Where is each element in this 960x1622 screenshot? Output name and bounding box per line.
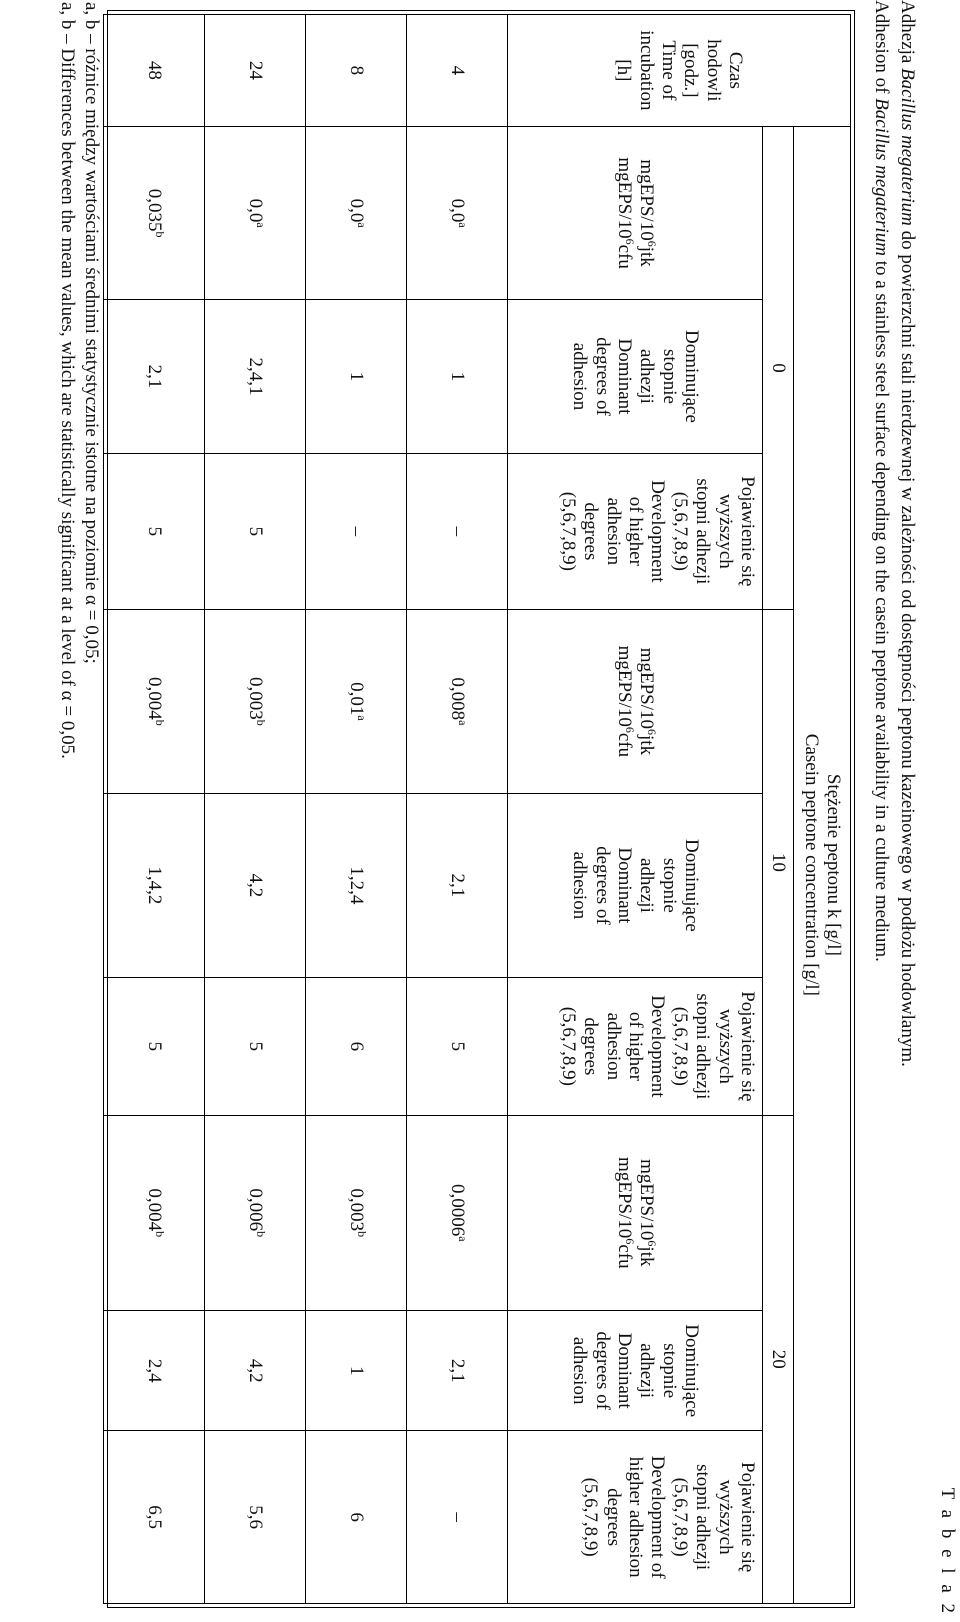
caption-english-suffix: to a stainless steel surface depending on the casein peptone availability in a culture medium. bbox=[871, 255, 892, 962]
cell-higher: – bbox=[407, 453, 508, 610]
significance-mark: a bbox=[254, 222, 269, 228]
cell-higher: 6 bbox=[306, 978, 407, 1115]
significance-mark: a bbox=[355, 715, 370, 721]
caption-polish bbox=[896, 0, 918, 1067]
data-table bbox=[103, 14, 851, 1604]
header-level-20: 20 bbox=[763, 1115, 794, 1603]
significance-mark: b bbox=[254, 1231, 269, 1238]
table-row bbox=[205, 15, 306, 1604]
cell-dominant: 2,4 bbox=[104, 1311, 205, 1431]
header-higher-line: Pojawienie się bbox=[737, 991, 758, 1102]
significance-mark: b bbox=[355, 1231, 370, 1238]
header-time bbox=[508, 15, 851, 127]
cell-meps: 0,0$^a$ bbox=[306, 126, 407, 300]
header-time-line: incubation bbox=[635, 30, 657, 111]
cell-higher: – bbox=[407, 1431, 508, 1604]
header-meps-line: mgEPS/$10^6cfu$ bbox=[614, 1157, 637, 1269]
header-dominant-line: Dominant bbox=[614, 1332, 635, 1409]
header-dominant-line: Dominujące bbox=[681, 330, 703, 423]
cell-meps: 0,01$^a$ bbox=[306, 610, 407, 793]
significance-mark: b bbox=[153, 719, 168, 726]
header-time-line: Time of bbox=[658, 40, 679, 101]
cell-time: 48 bbox=[104, 15, 205, 127]
caption-polish-prefix: Adhezja bbox=[897, 0, 918, 69]
header-higher-line: degrees bbox=[602, 1488, 624, 1547]
cell-meps: 0,0$^a$ bbox=[407, 126, 508, 300]
header-higher-line: wyższych bbox=[714, 493, 736, 569]
header-dominant-line: Dominant bbox=[614, 338, 635, 415]
cell-time: 24 bbox=[205, 15, 306, 127]
header-higher-line: wyższych bbox=[714, 1479, 736, 1555]
header-meps-line: mgEPS/$10^6jtk$ bbox=[636, 159, 660, 267]
caption-english-species: Bacillus megaterium bbox=[871, 98, 892, 256]
table-row bbox=[104, 15, 205, 1604]
header-higher-0 bbox=[508, 453, 763, 610]
table-label: T a b e l a 2 bbox=[937, 1487, 958, 1616]
subheader-row bbox=[508, 15, 763, 1604]
header-higher-line: adhesion bbox=[602, 1012, 624, 1081]
header-dominant-0 bbox=[508, 300, 763, 453]
cell-dominant: 1 bbox=[407, 300, 508, 453]
cell-dominant: 2,1 bbox=[407, 793, 508, 978]
header-meps-line: mgEPS/$10^6jtk$ bbox=[636, 1159, 660, 1267]
header-higher-line: adhesion bbox=[602, 497, 624, 566]
header-dominant-line: adhesion bbox=[569, 851, 591, 920]
cell-meps: 0,035$^b$ bbox=[104, 126, 205, 300]
header-concentration-en: Casein peptone concentration [g/l] bbox=[801, 733, 822, 996]
header-higher-line: Pojawienie się bbox=[737, 1462, 758, 1573]
cell-meps: 0,0006$^a$ bbox=[407, 1115, 508, 1311]
cell-higher: 5 bbox=[104, 453, 205, 610]
header-level-0: 0 bbox=[763, 126, 794, 609]
table-frame bbox=[107, 10, 855, 1608]
cell-meps: 0,004$^b$ bbox=[104, 1115, 205, 1311]
header-higher-20 bbox=[508, 1431, 763, 1604]
caption-polish-suffix: do powierzchni stali nierdzewnej w zależności od dostępności peptonu kazeinowego w podłożu hodowlanym. bbox=[897, 225, 918, 1067]
cell-dominant: 1 bbox=[306, 1311, 407, 1431]
header-time-line: [h] bbox=[613, 59, 635, 82]
header-dominant-10 bbox=[508, 793, 763, 978]
header-meps-line: mgEPS/$10^6cfu$ bbox=[614, 157, 637, 269]
header-dominant-line: degrees of bbox=[591, 337, 613, 416]
header-dominant-line: degrees of bbox=[591, 846, 613, 925]
table-row bbox=[407, 15, 508, 1604]
cell-dominant: 1 bbox=[306, 300, 407, 453]
footnote-english: a, b – Differences between the mean values, which are statistically significant at a level of α = 0,05. bbox=[57, 2, 78, 759]
significance-mark: b bbox=[153, 231, 168, 238]
header-dominant-line: adhesion bbox=[569, 1336, 591, 1405]
cell-higher: 6 bbox=[306, 1431, 407, 1604]
header-time-line: [godz.] bbox=[680, 43, 702, 98]
header-higher-line: wyższych bbox=[714, 1008, 736, 1084]
header-level-10: 10 bbox=[763, 610, 794, 1115]
header-dominant-line: adhesion bbox=[569, 342, 591, 411]
caption-english-prefix: Adhesion of bbox=[871, 0, 892, 99]
header-dominant-line: Dominujące bbox=[681, 839, 703, 932]
header-higher-line: Pojawienie się bbox=[737, 476, 758, 587]
header-dominant-line: stopnie bbox=[658, 857, 680, 913]
header-concentration-pl: Stężenie peptonu k [g/l] bbox=[823, 773, 845, 956]
cell-meps: 0,003$^b$ bbox=[205, 610, 306, 793]
header-higher-line: (5,6,7,8,9) bbox=[557, 491, 579, 571]
header-dominant-line: stopnie bbox=[658, 1343, 680, 1399]
header-higher-line: (5,6,7,8,9) bbox=[669, 1006, 691, 1086]
cell-meps: 0,004$^b$ bbox=[104, 610, 205, 793]
header-concentration bbox=[794, 126, 851, 1603]
caption-english bbox=[870, 0, 892, 962]
cell-meps: 0,0$^a$ bbox=[205, 126, 306, 300]
header-higher-line: stopni adhezji bbox=[692, 993, 714, 1100]
cell-meps: 0,003$^b$ bbox=[306, 1115, 407, 1311]
header-higher-line: (5,6,7,8,9) bbox=[580, 1477, 602, 1557]
header-dominant-line: Dominujące bbox=[681, 1324, 703, 1418]
header-higher-line: Development bbox=[647, 480, 669, 583]
header-dominant-line: adhezji bbox=[636, 349, 658, 404]
significance-mark: a bbox=[456, 1236, 471, 1242]
table-body bbox=[104, 15, 508, 1604]
cell-time: 4 bbox=[407, 15, 508, 127]
cell-higher: 5 bbox=[407, 978, 508, 1115]
cell-meps: 0,008$^a$ bbox=[407, 610, 508, 793]
significance-mark: b bbox=[254, 719, 269, 726]
cell-dominant: 2,4,1 bbox=[205, 300, 306, 453]
significance-mark: a bbox=[456, 720, 471, 726]
header-dominant-20 bbox=[508, 1311, 763, 1431]
header-dominant-line: degrees of bbox=[591, 1331, 613, 1410]
header-higher-line: degrees bbox=[580, 502, 602, 561]
header-higher-line: higher adhesion bbox=[624, 1456, 646, 1578]
cell-meps: 0,006$^b$ bbox=[205, 1115, 306, 1311]
cell-higher: 5 bbox=[104, 978, 205, 1115]
cell-higher: 5 bbox=[205, 453, 306, 610]
header-higher-line: (5,6,7,8,9) bbox=[669, 1477, 691, 1557]
header-higher-line: stopni adhezji bbox=[692, 478, 714, 585]
header-meps-line: mgEPS/$10^6jtk$ bbox=[636, 647, 660, 756]
header-meps-0 bbox=[508, 126, 763, 300]
caption-polish-species: Bacillus megaterium bbox=[897, 68, 918, 226]
significance-mark: a bbox=[456, 222, 471, 228]
header-meps-20 bbox=[508, 1115, 763, 1311]
cell-dominant: 4,2 bbox=[205, 793, 306, 978]
header-time-line: Czas hodowli bbox=[702, 39, 747, 102]
table-row bbox=[306, 15, 407, 1604]
header-higher-line: degrees bbox=[580, 1017, 602, 1076]
significance-mark: b bbox=[153, 1231, 168, 1238]
cell-dominant: 1,2,4 bbox=[306, 793, 407, 978]
header-dominant-line: adhezji bbox=[636, 1343, 658, 1399]
header-higher-10 bbox=[508, 978, 763, 1115]
header-meps-10 bbox=[508, 610, 763, 793]
header-dominant-line: adhezji bbox=[636, 858, 658, 913]
header-meps-line: mgEPS/$10^6cfu$ bbox=[614, 645, 637, 758]
cell-higher: 5,6 bbox=[205, 1431, 306, 1604]
significance-mark: a bbox=[355, 222, 370, 228]
cell-dominant: 2,1 bbox=[407, 1311, 508, 1431]
cell-higher: 6,5 bbox=[104, 1431, 205, 1604]
header-dominant-line: Dominant bbox=[614, 847, 635, 924]
cell-higher: 5 bbox=[205, 978, 306, 1115]
header-higher-line: Development bbox=[647, 995, 669, 1098]
cell-dominant: 2,1 bbox=[104, 300, 205, 453]
header-dominant-line: stopnie bbox=[658, 349, 680, 404]
header-higher-line: (5,6,7,8,9) bbox=[557, 1006, 579, 1086]
header-higher-line: (5,6,7,8,9) bbox=[669, 491, 691, 571]
header-higher-line: of higher bbox=[624, 496, 646, 566]
header-higher-line: Development of bbox=[647, 1455, 669, 1579]
header-higher-line: of higher bbox=[624, 1011, 646, 1081]
cell-dominant: 1,4,2 bbox=[104, 793, 205, 978]
cell-dominant: 4,2 bbox=[205, 1311, 306, 1431]
footnote-polish: a, b – różnice między wartościami średnimi statystycznie istotne na poziomie α = 0,05; bbox=[81, 2, 102, 664]
cell-time: 8 bbox=[306, 15, 407, 127]
header-higher-line: stopni adhezji bbox=[692, 1464, 714, 1571]
cell-higher: – bbox=[306, 453, 407, 610]
